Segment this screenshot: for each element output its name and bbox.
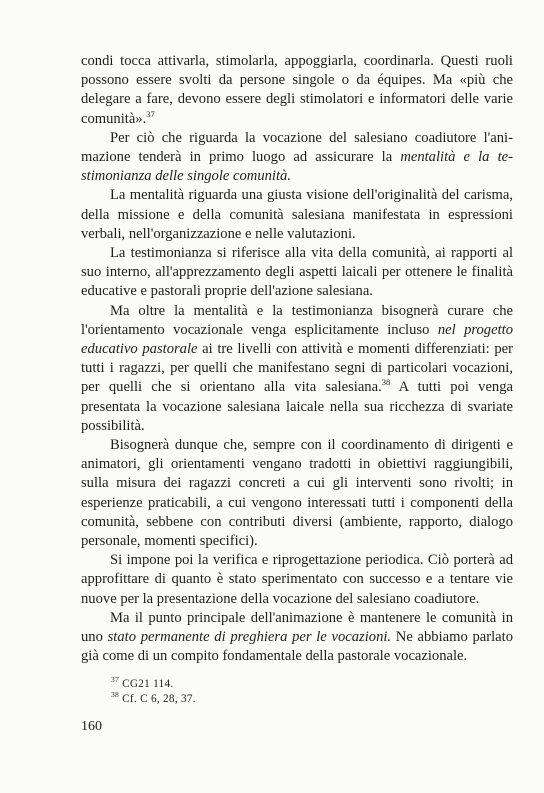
paragraph-8 [81,609,513,667]
paragraph-2-italic: mentalità e la testimonianza delle singole comunità. [81,149,513,185]
paragraph-6-text: Bisognerà dunque che, sempre con il coordinamento di dirigenti e animatori, gli orientamenti vengano tradotti in obiettivi raggiungibili, sulla misura dei ragazzi concreti a cui gli interventi sono rivolti; in esperienze praticabili, a cui vengono interessati tutti i componenti della comunità, sebbene con contributi diversi (ambiente, rapporto, dialogo personale, momenti specifici). [81,437,513,550]
paragraph-5-text-b: ai tre livelli con attività e momenti differenziati: per tutti i ragazzi, per quelli che manifestano segni di particolari vocazioni, per quelli che si orientano alla vita salesiana. [81,341,513,396]
paragraph-7-text: Si impone poi la verifica e riprogettazione periodica. Ciò porterà ad approfittare di quanto è stato sperimentato con successo e a tentare vie nuove per la presentazione della vocazione del salesiano coadiutore. [81,552,513,607]
paragraph-6 [81,436,513,551]
paragraph-8-text-a: Ma il punto principale dell'animazione è mantenere le comunità in uno [81,609,513,646]
footnote-38-number: 38 [111,690,120,700]
paragraph-4 [81,244,513,302]
paragraph-7 [81,551,513,609]
footnote-37-number: 37 [111,675,120,685]
footnote-38 [111,692,491,707]
footnote-ref-38: 38 [381,377,391,388]
paragraph-4-text: La testimonianza si riferisce alla vita della comunità, ai rapporti al suo interno, all'apprezzamento degli aspetti laicali per ottenere le finalità educative e pastorali proprie dell'azione salesiana. [81,245,513,300]
paragraph-2 [81,129,513,187]
paragraph-5-text-c: A tutti poi venga presentata la vocazione salesiana laicale nella sua ricchezza di svariate possibilità. [81,379,513,434]
page-body [81,52,513,667]
paragraph-5-italic: nel progetto educativo pastorale [81,321,513,358]
paragraph-3-text: La mentalità riguarda una giusta visione dell'originalità del carisma, della missione e della comunità salesiana manifestata in espressioni verbali, nell'organizzazione e nelle valutazioni. [81,187,513,242]
paragraph-8-italic: stato permanente di preghiera per le vocazioni. [107,629,392,646]
paragraph-8-text-b: Ne abbiamo parlato già come di un compito fondamentale della pastorale vocazionale. [81,629,513,665]
footnote-ref-37: 37 [146,108,155,119]
paragraph-1 [81,52,513,129]
footnote-38-text: Cf. C 6, 28, 37. [122,693,196,705]
paragraph-2-text: Per ciò che riguarda la vocazione del salesiano coadiutore l'animazione tenderà in primo luogo ad assicurare la [81,129,513,166]
footnotes [111,677,491,707]
footnote-37 [111,677,491,692]
paragraph-3 [81,186,513,244]
page-number: 160 [81,719,102,734]
paragraph-5 [81,302,513,436]
footnote-37-text: CG21 114. [122,678,174,690]
paragraph-1-text: condi tocca attivarla, stimolarla, appoggiarla, coordinarla. Questi ruoli possono essere svolti da persone singole o da équipes. Ma «più che delegare a fare, devono essere degli stimolatori e informatori delle varie comunità». [81,53,513,127]
paragraph-5-text-a: Ma oltre la mentalità e la testimonianza bisognerà curare che l'orientamento vocazionale venga esplicitamente incluso [81,302,513,338]
